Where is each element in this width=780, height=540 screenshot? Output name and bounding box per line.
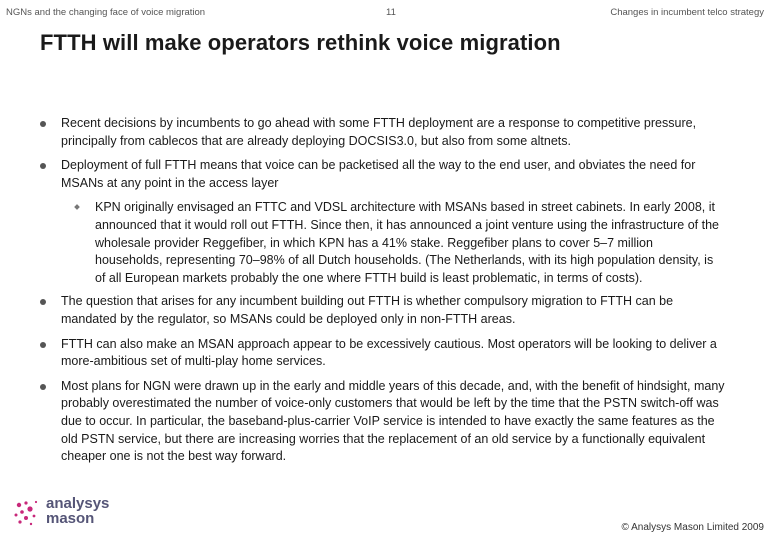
bullet-icon xyxy=(40,342,46,348)
logo-line1: analysys xyxy=(46,495,110,512)
header-right: Changes in incumbent telco strategy xyxy=(610,7,764,18)
bullet-list xyxy=(0,115,780,473)
page-number: 11 xyxy=(386,7,396,18)
header-left: NGNs and the changing face of voice migration xyxy=(6,7,206,18)
bullet-text: Deployment of full FTTH means that voice can be packetised all the way to the end user, and obviates the need for MSANs at any point in the access layer xyxy=(61,158,696,190)
sub-bullet-text: KPN originally envisaged an FTTC and VDSL architecture with MSANs based in street cabinets. In early 2008, it announced that it would roll out FTTH. Since then, it has announced a joint venture using the infrastructure of the wholesale provider Reggefiber, in which KPN has a 41% stake. Reggefiber plans to cover 5–7 million households, representing 70–98% of all Dutch households. (The Netherlands, with its high population density, is of all European markets probably the one where FTTH build is least problematic, in terms of costs). xyxy=(95,200,719,285)
bullet-text: The question that arises for any incumbent building out FTTH is whether compulsory migration to FTTH can be mandated by the regulator, so MSANs could be deployed only in non-FTTH areas. xyxy=(61,294,674,326)
bullet-icon xyxy=(40,384,46,390)
logo-mark-icon xyxy=(12,496,42,528)
copyright: © Analysys Mason Limited 2009 xyxy=(621,522,764,533)
bullet-text: Recent decisions by incumbents to go ahead with some FTTH deployment are a response to competitive pressure, principally from cablecos that are already deploying DOCSIS3.0, but also from some altnets. xyxy=(61,116,697,148)
bullet-icon xyxy=(40,121,46,127)
bullet-text: Most plans for NGN were drawn up in the early and middle years of this decade, and, with the benefit of hindsight, many probably overestimated the number of voice-only customers that would be left by the time that the PSTN switch-off was due to occur. In particular, the baseband-plus-carrier VoIP service is intended to have exactly the same features as the old PSTN service, but there are increasing worries that the replacement of an old service by a functionally equivalent cheaper one is not the best way forward. xyxy=(61,378,725,464)
bullet-item xyxy=(0,157,780,192)
bullet-icon xyxy=(40,299,46,305)
company-logo xyxy=(12,496,109,528)
logo-line2: mason xyxy=(46,510,95,527)
bullet-item xyxy=(0,293,780,328)
bullet-icon xyxy=(40,163,46,169)
bullet-item xyxy=(0,336,780,371)
sub-bullet-icon xyxy=(74,205,80,211)
bullet-item xyxy=(0,378,780,466)
bullet-text: FTTH can also make an MSAN approach appear to be excessively cautious. Most operators will be looking to deliver a more-ambitious set of multi-play home services. xyxy=(61,336,717,369)
bullet-item xyxy=(0,115,780,150)
sub-bullet-item xyxy=(0,199,780,287)
page-title: FTTH will make operators rethink voice migration xyxy=(40,30,561,55)
